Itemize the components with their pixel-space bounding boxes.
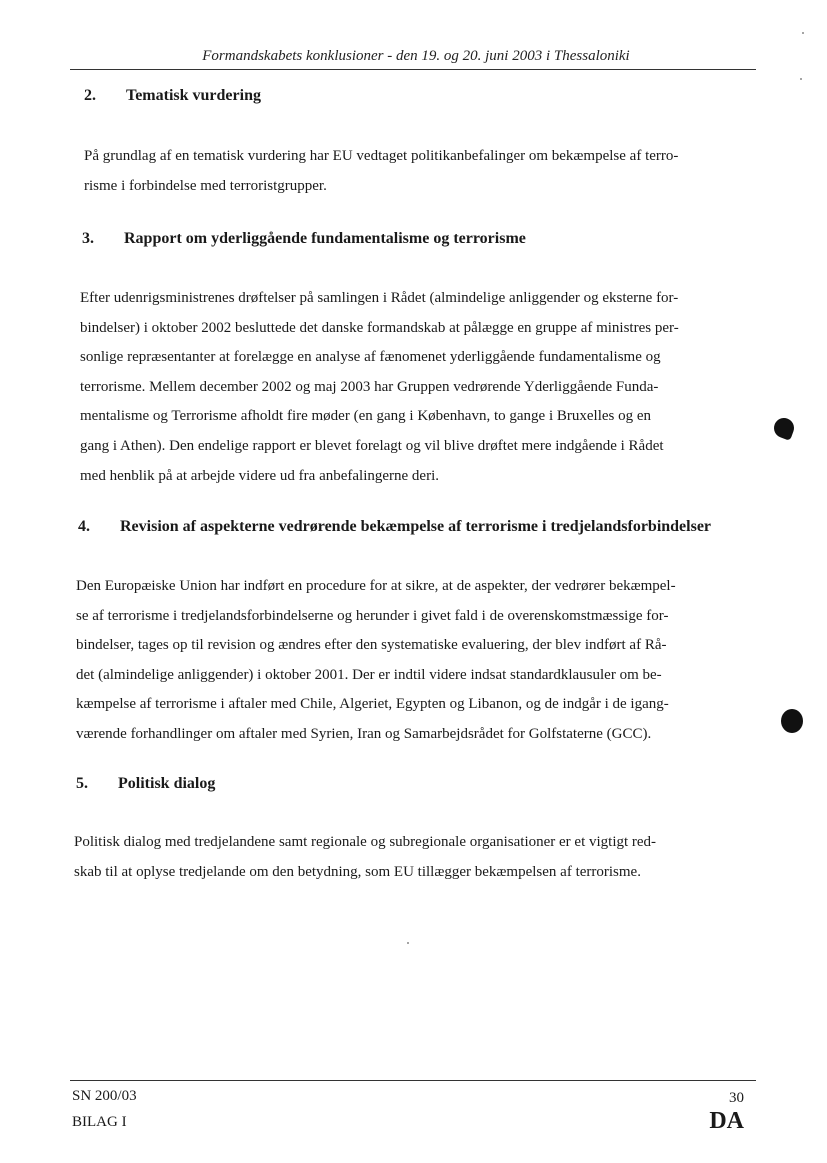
language-code: DA [709,1108,744,1134]
paragraph-line: se af terrorisme i tredjelandsforbindelserne og herunder i givet fald i de overenskomstmæssige for- [76,607,669,624]
section-heading [82,230,526,248]
section-title: Revision af aspekterne vedrørende bekæmpelse af terrorisme i tredjelandsforbindelser [120,518,712,535]
paragraph-line: kæmpelse af terrorisme i aftaler med Chile, Algeriet, Egypten og Libanon, og de indgår i de igang- [76,696,669,713]
section-heading [76,775,215,793]
punch-hole-mark [781,709,803,733]
paragraph-line: risme i forbindelse med terroristgrupper. [84,177,327,194]
footer-rule [70,1080,756,1081]
paragraph-line: Den Europæiske Union har indført en procedure for at sikre, at de aspekter, der vedrører bekæmpel- [76,578,676,594]
paragraph-line: Politisk dialog med tredjelandene samt regionale og subregionale organisationer er et vigtigt red- [74,834,657,850]
paragraph-line: skab til at oplyse tredjelande om den betydning, som EU tillægger bekæmpelsen af terrorisme. [74,863,641,880]
document-number: SN 200/03 [72,1088,137,1104]
paragraph-line: bindelser, tages op til revision og ændres efter den systematiske evaluering, der blev indført af Rå- [76,637,667,654]
section-paragraph [84,142,742,201]
section-number: 5. [76,775,88,792]
section-paragraph [74,828,746,887]
scan-speck [800,78,802,80]
paragraph-line: mentalisme og Terrorisme afholdt fire møder (en gang i København, to gange i Bruxelles og en [80,408,652,425]
paragraph-line: Efter udenrigsministrenes drøftelser på samlingen i Rådet (almindelige anliggender og eksterne for- [80,290,679,306]
paragraph-line: terrorisme. Mellem december 2002 og maj 2003 har Gruppen vedrørende Yderliggående Funda- [80,378,659,395]
section-number: 4. [78,518,90,535]
section-paragraph [80,284,748,491]
paragraph-line: gang i Athen). Den endelige rapport er blevet forelagt og vil blive drøftet mere indgående i Rådet [80,437,664,454]
paragraph-line: det (almindelige anliggender) i oktober 2001. Der er indtil videre indsat standardklausuler om be- [76,666,662,683]
section-number: 3. [82,230,94,247]
paragraph-line: På grundlag af en tematisk vurdering har EU vedtaget politikanbefalinger om bekæmpelse af terro- [84,148,679,164]
annex-label: BILAG I [72,1114,127,1130]
page-number: 30 [729,1090,744,1106]
section-title: Tematisk vurdering [126,87,261,104]
section-paragraph [76,572,748,750]
punch-hole-mark [771,415,797,441]
header-rule [70,69,756,70]
section-number: 2. [84,87,96,104]
section-title: Politisk dialog [118,775,216,792]
section-heading [84,87,261,105]
scan-speck [802,32,804,34]
paragraph-line: med henblik på at arbejde videre ud fra anbefalingerne deri. [80,467,439,484]
section-heading [78,518,711,536]
running-header: Formandskabets konklusioner - den 19. og 20. juni 2003 i Thessaloniki [202,48,630,64]
section-title: Rapport om yderliggående fundamentalisme og terrorisme [124,230,526,247]
paragraph-line: værende forhandlinger om aftaler med Syrien, Iran og Samarbejdsrådet for Golfstaterne (GCC). [76,725,652,742]
paragraph-line: sonlige repræsentanter at forelægge en analyse af fænomenet yderliggående fundamentalisme og [80,349,661,366]
scan-speck [407,942,409,944]
paragraph-line: bindelser) i oktober 2002 besluttede det danske formandskab at pålægge en gruppe af ministres per- [80,319,679,336]
